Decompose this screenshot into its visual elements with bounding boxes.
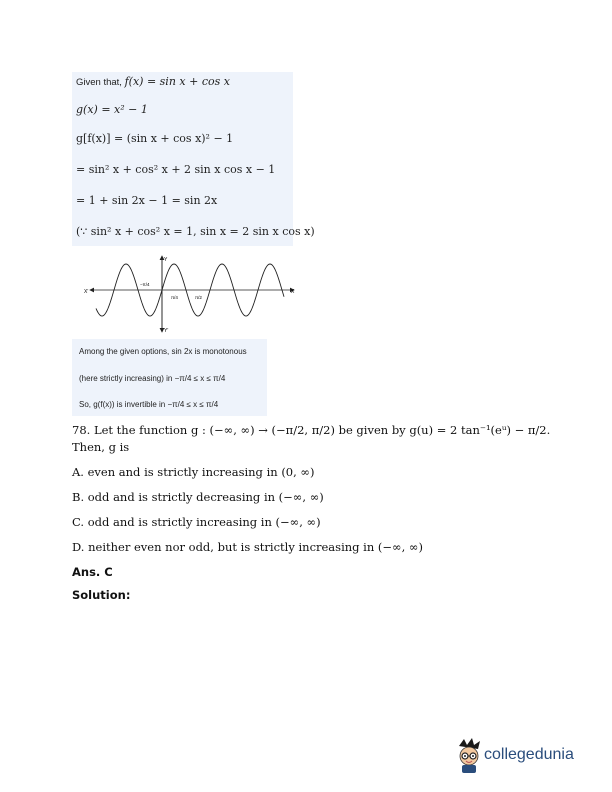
question-line-1: 78. Let the function g : (−∞, ∞) → (−π/2, π/2) be given by g(u) = 2 tan⁻¹(eᵘ) − π/2. [72, 423, 551, 437]
mascot-icon [459, 738, 480, 773]
pi-2-label: π/2 [195, 295, 202, 300]
option-a: A. even and is strictly increasing in (0, ∞) [72, 465, 315, 479]
option-c: C. odd and is strictly increasing in (−∞, ∞) [72, 515, 321, 529]
option-d: D. neither even nor odd, but is strictly increasing in (−∞, ∞) [72, 540, 423, 554]
y-top-label: Y [164, 257, 168, 263]
brand-name: collegedunia [484, 746, 574, 763]
solution-line-6: (∵ sin² x + cos² x = 1, sin x = 2 sin x cos x) [76, 225, 315, 238]
solution-line-1 [76, 75, 230, 88]
solution-line-2: g(x) = x² − 1 [76, 103, 148, 116]
analysis-line-1: Among the given options, sin 2x is monotonous [79, 347, 247, 356]
solution-line-5: = 1 + sin 2x − 1 = sin 2x [76, 194, 218, 207]
option-b: B. odd and is strictly decreasing in (−∞, ∞) [72, 490, 324, 504]
solution-line-3: g[f(x)] = (sin x + cos x)² − 1 [76, 132, 234, 145]
analysis-line-3: So, g(f(x)) is invertible in −π/4 ≤ x ≤ π/4 [79, 400, 219, 409]
f-definition: f(x) = sin x + cos x [124, 75, 230, 88]
neg-pi-4-label: −π/4 [140, 282, 150, 287]
solution-label: Solution: [72, 588, 131, 602]
y-bottom-label: Y' [164, 328, 169, 334]
sine-graph [84, 252, 296, 334]
solution-line-4: = sin² x + cos² x + 2 sin x cos x − 1 [76, 163, 276, 176]
pi-4-label: π/4 [171, 295, 178, 300]
answer-label: Ans. C [72, 565, 113, 579]
analysis-line-2: (here strictly increasing) in −π/4 ≤ x ≤ π/4 [79, 374, 226, 383]
x-left-label: X' [84, 289, 89, 295]
given-that-label: Given that, [76, 77, 122, 88]
x-right-label: X [291, 289, 295, 295]
question-line-2: Then, g is [72, 440, 130, 454]
solution-box [72, 72, 293, 246]
